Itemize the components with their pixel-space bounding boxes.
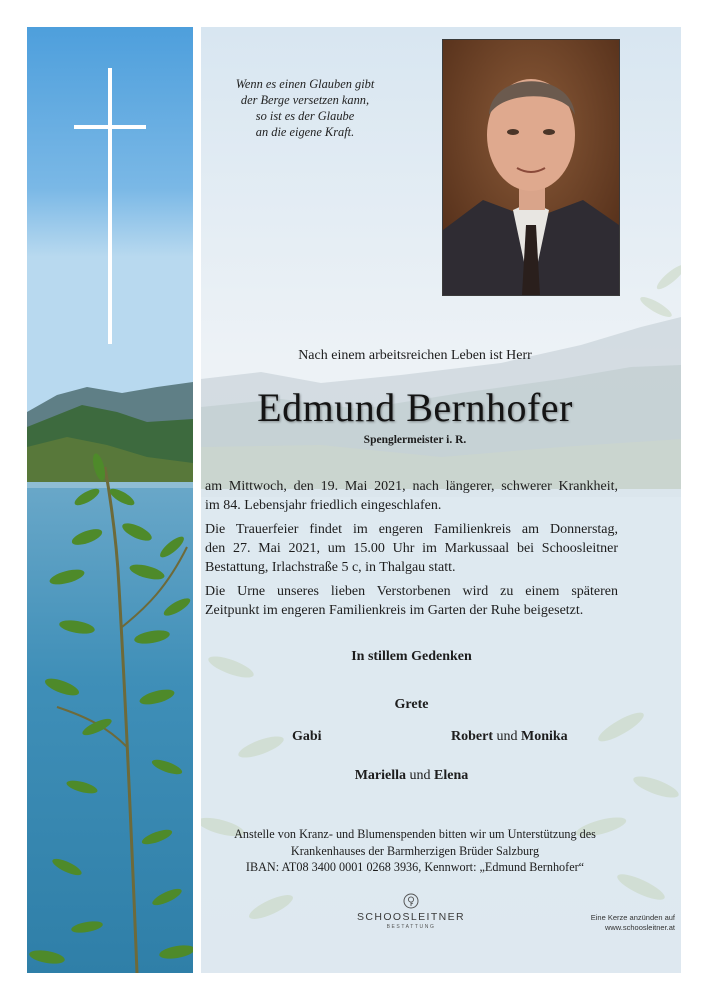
mourner-mariella: Mariella [354,768,407,783]
notice-line: Anstelle von Kranz- und Blumenspenden bitten wir um Unterstützung des [234,827,596,841]
candle-link[interactable] [520,913,675,933]
funeral-paragraph [205,520,618,577]
paragraph-line: im 84. Lebensjahr friedlich eingeschlafen. [205,498,442,513]
donation-notice [201,826,629,876]
paragraph-line: Bestattung, Irlachstraße 5 c, in Thalgau statt. [205,560,456,575]
mourner-robert: Robert [451,729,493,744]
mourner-grete: Grete [394,697,429,712]
paragraph-line: am Mittwoch, den 19. Mai 2021, nach längerer, schwerer Krankheit, [205,479,618,494]
notice-line: Krankenhauses der Barmherzigen Brüder Salzburg [290,843,540,858]
paragraph-line: Die Urne unseres lieben Verstorbenen wird zu einem späteren [205,584,618,599]
paragraph-line: den 27. Mai 2021, um 15.00 Uhr im Markussaal bei Schoosleitner [205,541,618,556]
divider [193,27,201,973]
intro-line: Nach einem arbeitsreichen Leben ist Herr [298,348,532,363]
quote-line: Wenn es einen Glauben gibt [235,77,375,91]
deceased-name: Edmund Bernhofer [257,385,573,430]
funeral-home-subtitle: BESTATTUNG [386,924,436,930]
mourner-monika: Monika [521,729,568,744]
death-notice-paragraph [205,477,618,515]
website-link[interactable]: www.schoosleitner.at [604,923,675,932]
mourning-heading: In stillem Gedenken [351,649,472,664]
rose-icon [403,893,419,909]
quote-line: so ist es der Glaube [255,109,355,123]
mourner-mariella-elena [205,768,618,784]
funeral-home-logo: SCHOOSLEITNER [356,911,466,923]
mourner-gabi: Gabi [292,729,322,744]
portrait-photo [442,39,620,296]
mourner-robert-monika [451,729,568,745]
mourner-elena: Elena [434,768,469,783]
paragraph-line: Die Trauerfeier findet im engeren Familienkreis am Donnerstag, [205,522,618,537]
and-word: und [493,729,521,744]
paragraph-line: Zeitpunkt im engeren Familienkreis im Garten der Ruhe beigesetzt. [205,603,584,618]
candle-text: Eine Kerze anzünden auf [590,913,675,922]
landscape-strip [27,27,193,973]
quote-line: an die eigene Kraft. [255,125,355,139]
and-word: und [406,768,435,783]
urn-paragraph [205,582,618,620]
quote-line: der Berge versetzen kann, [240,93,370,107]
cross-icon [108,68,112,344]
notice-line: IBAN: AT08 3400 0001 0268 3936, Kennwort: „Edmund Bernhofer“ [245,860,585,874]
deceased-profession: Spenglermeister i. R. [363,434,467,446]
quote [201,76,409,140]
cross-bar [74,125,146,129]
